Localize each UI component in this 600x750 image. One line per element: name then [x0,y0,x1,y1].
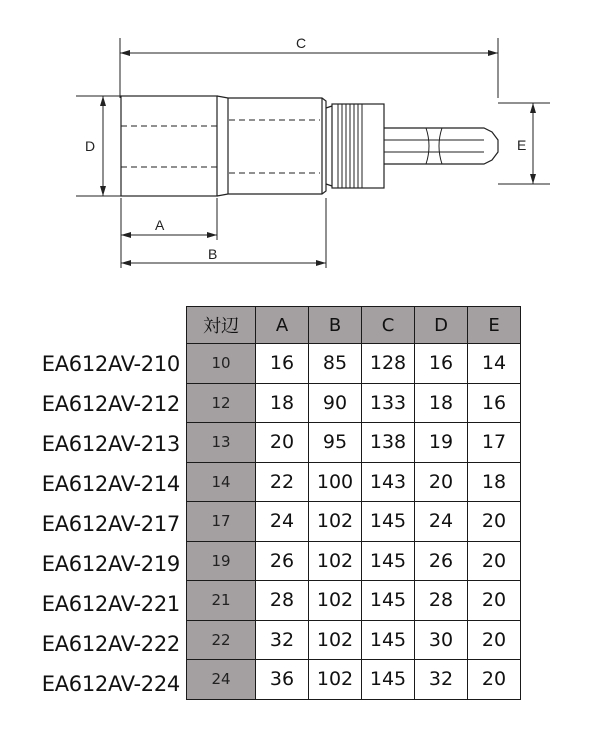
model-number: EA612AV-212 [41,392,180,416]
cell-c: 138 [362,423,415,463]
cell-size: 10 [187,344,256,384]
cell-d: 32 [415,660,468,700]
cell-size: 14 [187,462,256,502]
cell-e: 14 [468,344,521,384]
cell-c: 128 [362,344,415,384]
model-number-list [0,344,184,704]
socket-dimension-drawing [0,0,600,300]
cell-d: 28 [415,581,468,621]
table-row [187,620,521,660]
cell-e: 20 [468,541,521,581]
cell-size: 21 [187,581,256,621]
table-row [187,541,521,581]
dim-label-a: A [155,217,165,233]
model-number: EA612AV-210 [41,352,180,376]
model-number: EA612AV-219 [41,552,180,576]
header-c: C [362,307,415,344]
header-a: A [256,307,309,344]
cell-a: 26 [256,541,309,581]
header-b: B [309,307,362,344]
cell-a: 16 [256,344,309,384]
cell-e: 16 [468,383,521,423]
dim-label-e: E [517,137,527,153]
cell-a: 18 [256,383,309,423]
cell-c: 145 [362,541,415,581]
cell-d: 19 [415,423,468,463]
cell-size: 22 [187,620,256,660]
table-header-row [187,307,521,344]
cell-a: 24 [256,502,309,542]
model-number: EA612AV-222 [41,632,180,656]
cell-a: 20 [256,423,309,463]
cell-size: 24 [187,660,256,700]
header-e: E [468,307,521,344]
cell-e: 20 [468,502,521,542]
cell-size: 19 [187,541,256,581]
cell-b: 102 [309,502,362,542]
cell-d: 16 [415,344,468,384]
cell-b: 85 [309,344,362,384]
table-row [187,423,521,463]
cell-size: 13 [187,423,256,463]
model-number: EA612AV-224 [41,672,180,696]
cell-c: 143 [362,462,415,502]
cell-a: 36 [256,660,309,700]
cell-a: 22 [256,462,309,502]
table-row [187,462,521,502]
table-row [187,344,521,384]
cell-size: 12 [187,383,256,423]
dim-label-c: C [296,35,307,51]
dimension-table [186,306,521,700]
cell-a: 32 [256,620,309,660]
cell-c: 145 [362,660,415,700]
cell-b: 90 [309,383,362,423]
cell-e: 18 [468,462,521,502]
cell-b: 102 [309,660,362,700]
header-across-flats: 対辺 [187,307,256,344]
header-d: D [415,307,468,344]
model-number: EA612AV-217 [41,512,180,536]
model-number: EA612AV-214 [41,472,180,496]
model-number: EA612AV-213 [41,432,180,456]
cell-d: 20 [415,462,468,502]
cell-b: 100 [309,462,362,502]
dim-label-d: D [85,138,96,154]
cell-c: 133 [362,383,415,423]
cell-b: 102 [309,581,362,621]
cell-a: 28 [256,581,309,621]
table-row [187,581,521,621]
cell-b: 95 [309,423,362,463]
cell-d: 26 [415,541,468,581]
cell-d: 30 [415,620,468,660]
table-row [187,660,521,700]
cell-e: 17 [468,423,521,463]
cell-d: 18 [415,383,468,423]
cell-c: 145 [362,581,415,621]
cell-b: 102 [309,541,362,581]
cell-e: 20 [468,581,521,621]
table-row [187,502,521,542]
cell-c: 145 [362,502,415,542]
cell-c: 145 [362,620,415,660]
cell-d: 24 [415,502,468,542]
table-row [187,383,521,423]
cell-e: 20 [468,660,521,700]
cell-e: 20 [468,620,521,660]
dim-label-b: B [208,246,218,262]
cell-b: 102 [309,620,362,660]
cell-size: 17 [187,502,256,542]
model-number: EA612AV-221 [41,592,180,616]
